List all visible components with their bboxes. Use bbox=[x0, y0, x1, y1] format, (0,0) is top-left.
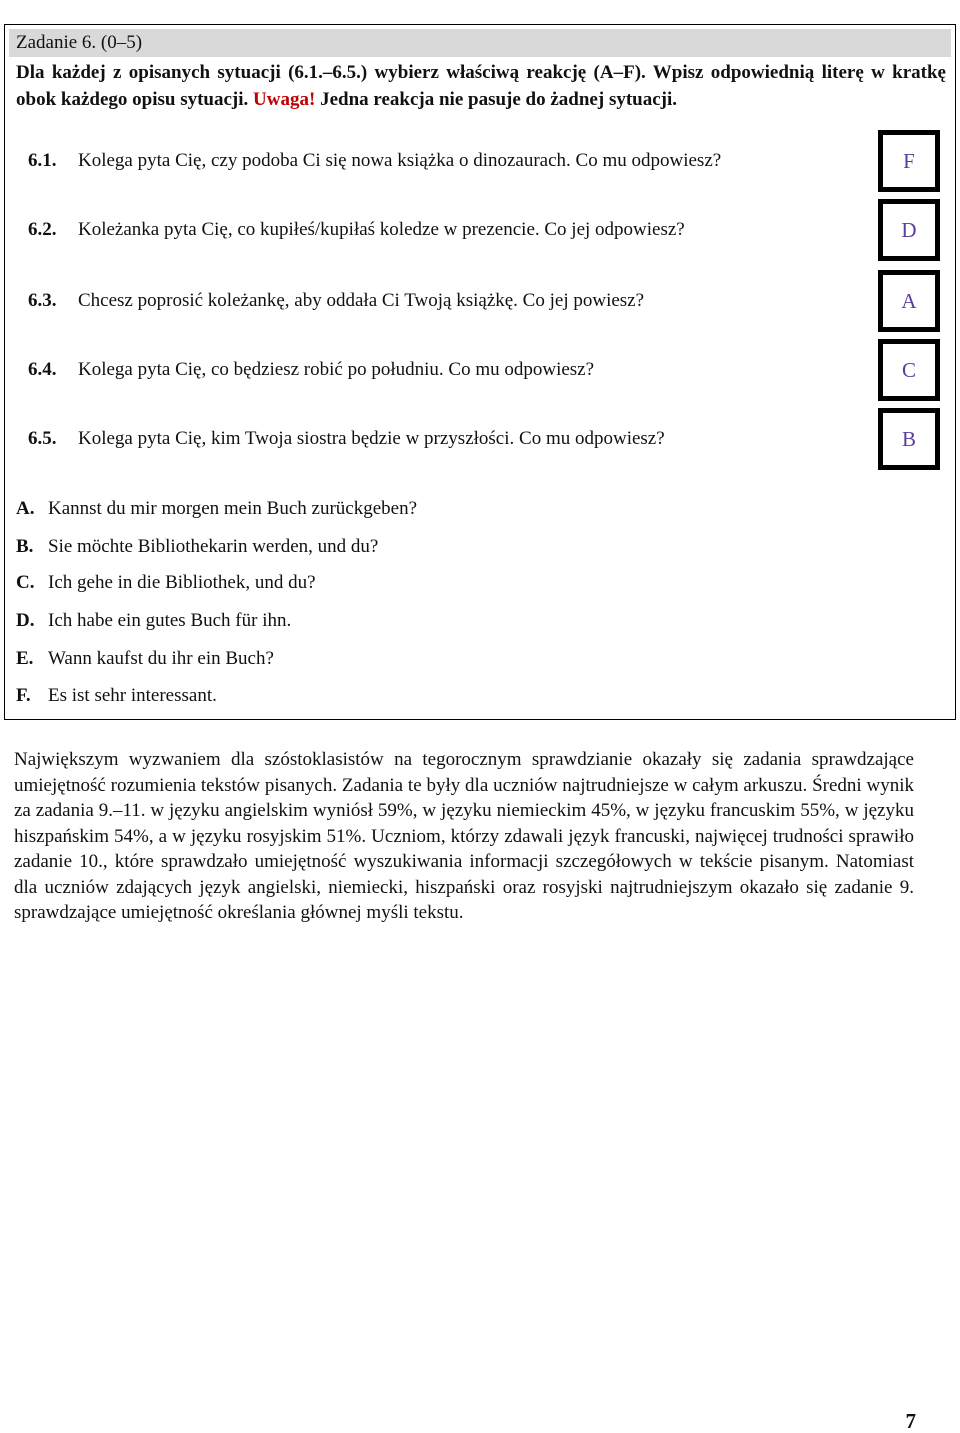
situation-number: 6.5. bbox=[28, 428, 57, 449]
situation-number: 6.2. bbox=[28, 219, 57, 240]
reaction-letter: B. bbox=[16, 536, 34, 557]
instruction-note: Jedna reakcja nie pasuje do żadnej sytuacji. bbox=[315, 89, 678, 110]
answer-box-6-5[interactable] bbox=[878, 408, 940, 470]
reaction-text: Ich gehe in die Bibliothek, und du? bbox=[48, 572, 316, 593]
answer-letter: C bbox=[901, 357, 916, 382]
answer-box-6-3[interactable] bbox=[878, 270, 940, 332]
answer-box-6-2[interactable] bbox=[878, 199, 940, 261]
reaction-text: Kannst du mir morgen mein Buch zurückgeben? bbox=[48, 498, 417, 519]
situation-text: Kolega pyta Cię, kim Twoja siostra będzie w przyszłości. Co mu odpowiesz? bbox=[78, 428, 665, 449]
situation-number: 6.4. bbox=[28, 359, 57, 380]
instruction-warning: Uwaga! bbox=[253, 89, 316, 110]
reaction-letter: D. bbox=[16, 610, 35, 631]
reaction-text: Wann kaufst du ihr ein Buch? bbox=[48, 648, 274, 669]
reaction-e bbox=[16, 646, 274, 672]
reaction-a bbox=[16, 496, 417, 522]
situation-6-2 bbox=[28, 215, 685, 245]
situation-number: 6.3. bbox=[28, 290, 57, 311]
situation-6-1 bbox=[28, 146, 721, 176]
reaction-b bbox=[16, 534, 378, 560]
answer-box-6-1[interactable] bbox=[878, 130, 940, 192]
reaction-letter: E. bbox=[16, 648, 34, 669]
situation-text: Kolega pyta Cię, czy podoba Ci się nowa książka o dinozaurach. Co mu odpowiesz? bbox=[78, 150, 722, 171]
situation-text: Koleżanka pyta Cię, co kupiłeś/kupiłaś koledze w prezencie. Co jej odpowiesz? bbox=[78, 219, 685, 240]
situation-6-4 bbox=[28, 355, 594, 385]
reaction-text: Sie möchte Bibliothekarin werden, und du? bbox=[48, 536, 379, 557]
reaction-text: Es ist sehr interessant. bbox=[48, 685, 217, 706]
reaction-d bbox=[16, 608, 291, 634]
reaction-letter: A. bbox=[16, 498, 35, 519]
answer-letter: B bbox=[901, 426, 916, 451]
task-title: Zadanie 6. (0–5) bbox=[9, 29, 951, 57]
situation-number: 6.1. bbox=[28, 150, 57, 171]
situation-text: Chcesz poprosić koleżankę, aby oddała Ci Twoją książkę. Co jej powiesz? bbox=[78, 290, 645, 311]
task-instruction bbox=[16, 59, 946, 113]
answer-letter: D bbox=[901, 217, 917, 242]
situation-6-5 bbox=[28, 424, 665, 454]
situation-text: Kolega pyta Cię, co będziesz robić po południu. Co mu odpowiesz? bbox=[78, 359, 595, 380]
reaction-letter: C. bbox=[16, 572, 35, 593]
situation-6-3 bbox=[28, 286, 644, 316]
commentary-paragraph: Największym wyzwaniem dla szóstoklasistów na tegorocznym sprawdzianie okazały się zadania sprawdzające umiejętność rozumienia tekstów pisanych. Zadania te były dla uczniów najtrudniejsze w całym arkuszu. Średni wynik za zadania 9.–11. w języku angielskim wyniósł 59%, w języku niemieckim 45%, w języku francuskim 55%, w języku hiszpańskim 54%, a w języku rosyjskim 51%. Uczniom, którzy zdawali język francuski, najwięcej trudności sprawiło zadanie 10., które sprawdzało umiejętność wyszukiwania informacji szczegółowych w tekście pisanym. Natomiast dla uczniów zdających język angielski, niemiecki, hiszpański oraz rosyjski najtrudniejszym okazało się zadanie 9. sprawdzające umiejętność określania głównej myśli tekstu. bbox=[14, 749, 914, 923]
reaction-f bbox=[16, 683, 217, 709]
reaction-text: Ich habe ein gutes Buch für ihn. bbox=[48, 610, 292, 631]
page-number: 7 bbox=[905, 1409, 916, 1433]
task-6-frame bbox=[4, 24, 956, 720]
answer-letter: A bbox=[901, 288, 917, 313]
answer-letter: F bbox=[903, 148, 915, 173]
answer-box-6-4[interactable] bbox=[878, 339, 940, 401]
reaction-letter: F. bbox=[16, 685, 31, 706]
reaction-c bbox=[16, 570, 316, 596]
instruction-text: Dla każdej z opisanych sytuacji (6.1.–6.5.) wybierz właściwą reakcję (A–F). Wpisz odpowiednią literę w kratkę obok każdego opisu sytuacji. bbox=[16, 62, 946, 110]
